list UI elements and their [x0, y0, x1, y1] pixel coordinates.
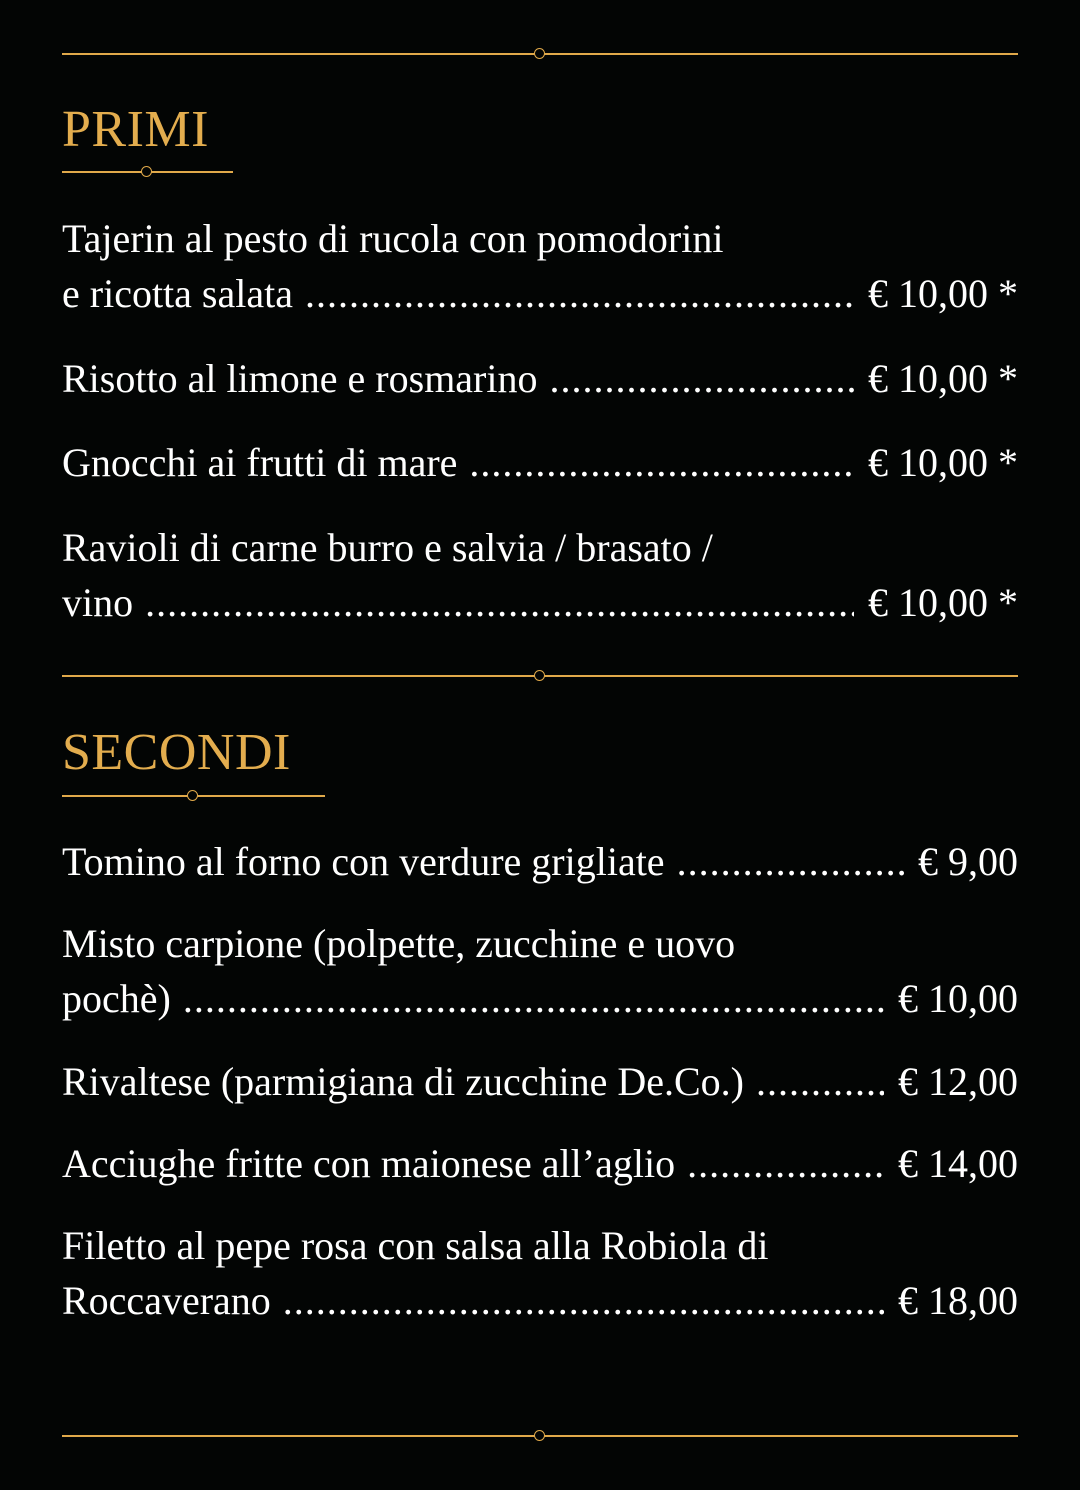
menu-item-name-line1: Tajerin al pesto di rucola con pomodorini [62, 216, 724, 261]
menu-item-name-line1: Misto carpione (polpette, zucchine e uovo [62, 921, 736, 966]
menu-item-price: € 18,00 [898, 1278, 1018, 1323]
dot-leader [469, 435, 854, 490]
dot-leader [283, 1273, 884, 1328]
menu-item-price: € 10,00 * [868, 271, 1018, 316]
menu-item [62, 520, 1018, 630]
menu-item-name: Acciughe fritte con maionese all’aglio [62, 1141, 676, 1186]
top-divider [62, 53, 1018, 55]
menu-item-name: Risotto al limone e rosmarino [62, 356, 538, 401]
menu-item [62, 351, 1018, 406]
menu-item [62, 1054, 1018, 1109]
underline-ornament-icon [141, 166, 152, 177]
dot-leader [305, 266, 854, 321]
divider-ornament-icon [534, 1430, 545, 1441]
menu-item-price: € 12,00 [898, 1059, 1018, 1104]
middle-divider [62, 675, 1018, 677]
menu-item-price: € 14,00 [898, 1141, 1018, 1186]
menu-item [62, 834, 1018, 889]
dot-leader [677, 834, 904, 889]
menu-item-name: Tomino al forno con verdure grigliate [62, 839, 665, 884]
menu-item-price: € 10,00 * [868, 580, 1018, 625]
dot-leader [756, 1054, 884, 1109]
menu-item-price: € 10,00 * [868, 440, 1018, 485]
menu-item-name-line1: Filetto al pepe rosa con salsa alla Robiola di [62, 1223, 769, 1268]
dot-leader [550, 351, 855, 406]
section-title-secondi: SECONDI [62, 724, 291, 781]
menu-item-name: e ricotta salata [62, 271, 293, 316]
dot-leader [183, 971, 884, 1026]
menu-item [62, 916, 1018, 1026]
menu-item [62, 435, 1018, 490]
dot-leader [145, 575, 854, 630]
divider-ornament-icon [534, 48, 545, 59]
menu-item-name: pochè) [62, 976, 171, 1021]
menu-item-name: Roccaverano [62, 1278, 271, 1323]
section-underline-primi [62, 171, 233, 173]
menu-item-name-line1: Ravioli di carne burro e salvia / brasato / [62, 525, 713, 570]
menu-item-price: € 10,00 * [868, 356, 1018, 401]
section-underline-secondi [62, 795, 325, 797]
dot-leader [687, 1136, 884, 1191]
menu-item-price: € 10,00 [898, 976, 1018, 1021]
underline-ornament-icon [187, 790, 198, 801]
menu-item-name: Rivaltese (parmigiana di zucchine De.Co.) [62, 1059, 744, 1104]
menu-item [62, 1218, 1018, 1328]
divider-ornament-icon [534, 670, 545, 681]
section-title-primi: PRIMI [62, 101, 209, 158]
menu-item-name: vino [62, 580, 134, 625]
menu-item-name: Gnocchi ai frutti di mare [62, 440, 458, 485]
menu-item-price: € 9,00 [918, 839, 1018, 884]
menu-item [62, 211, 1018, 321]
menu-item [62, 1136, 1018, 1191]
bottom-divider [62, 1435, 1018, 1437]
